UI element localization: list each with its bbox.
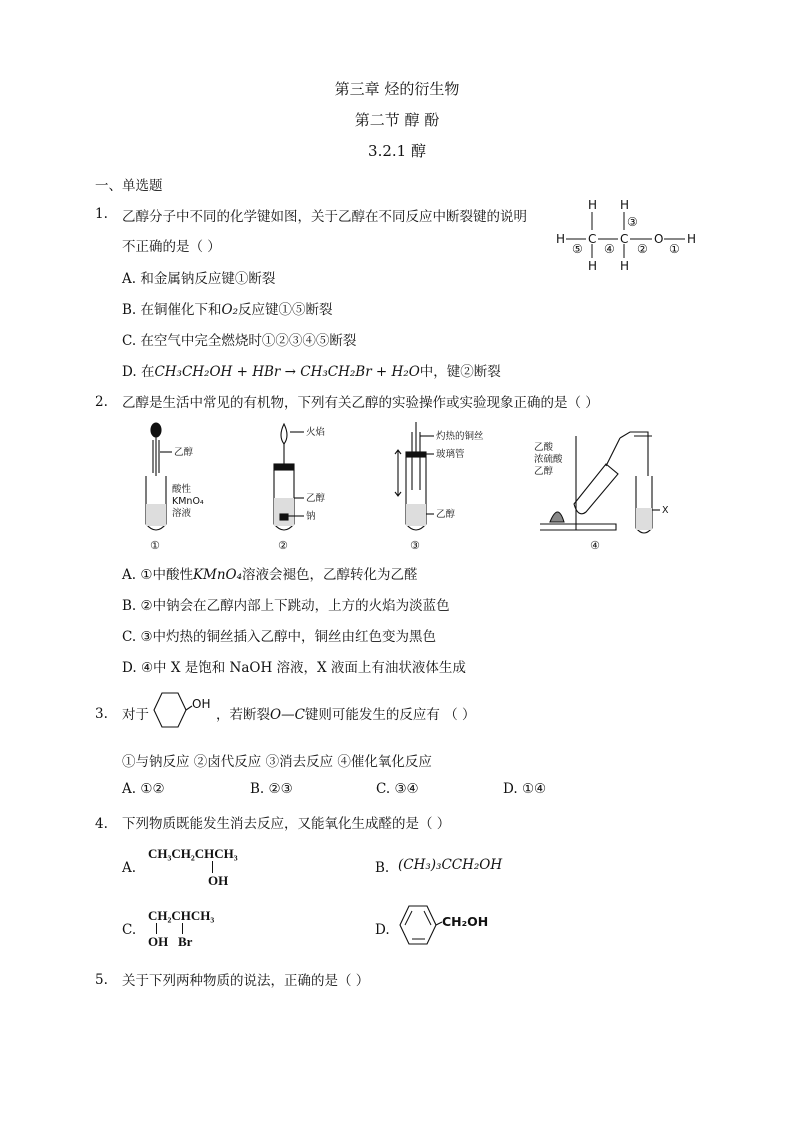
option-text: 和金属钠反应键①断裂 (140, 271, 276, 287)
option-label: D. (122, 660, 137, 676)
option-a (122, 267, 275, 287)
stem-text: ，若断裂 (216, 707, 270, 723)
ethanol-bond-structure (552, 196, 702, 274)
option-label: B. (122, 302, 137, 318)
figure-label: KMnO₄ (172, 496, 204, 507)
option-text: ①② (140, 781, 165, 797)
figure-label: 火焰 (306, 427, 326, 438)
option-label: D. (375, 922, 390, 938)
figure-label: 乙醇 (306, 493, 326, 504)
figure-label: 乙醇 (534, 466, 554, 477)
option-text: 反应键①⑤断裂 (238, 302, 333, 318)
option-label: D. (122, 364, 137, 380)
atom-o: O (654, 232, 664, 246)
figure-label: 玻璃管 (436, 449, 465, 460)
option-d (503, 781, 546, 797)
figure-caption: ④ (590, 539, 600, 552)
option-label: A. (122, 271, 137, 287)
option-text: 在空气中完全燃烧时①②③④⑤断裂 (140, 333, 357, 349)
stem-text: 键则可能发生的反应有 （ ） (304, 707, 476, 723)
structure-c-line1: CH₂CHCH₃ (148, 908, 215, 923)
option-d (122, 360, 501, 380)
option-label: C. (122, 922, 137, 938)
figure-label: 钠 (306, 511, 316, 522)
bond-label: ⑤ (572, 242, 583, 256)
option-b (122, 594, 450, 614)
question-stem: 乙醇是生活中常见的有机物，下列有关乙醇的实验操作或实验现象正确的是（ ） (122, 395, 599, 411)
option-text: ①中酸性 (140, 567, 193, 583)
atom-h: H (620, 198, 630, 212)
formula: KMnO₄ (192, 567, 243, 583)
chapter-title: 第三章 烃的衍生物 (334, 80, 460, 98)
question-number: 5. (95, 972, 108, 988)
atom-h: H (588, 198, 598, 212)
section-title: 第二节 醇 酚 (354, 111, 440, 129)
option-text: 中，键②断裂 (419, 364, 501, 380)
atom-h: H (556, 232, 566, 246)
question-stem: 关于下列两种物质的说法，正确的是（ ） (122, 973, 370, 989)
option-b (375, 860, 389, 876)
hydroxyl-label: OH (192, 697, 211, 711)
option-text: 溶液会褪色，乙醇转化为乙醛 (242, 567, 418, 583)
figure-label: 乙醇 (174, 447, 194, 458)
figure-label: 酸性 (172, 484, 192, 495)
atom-c: C (620, 232, 629, 246)
option-label: D. (503, 781, 518, 797)
option-text: ①④ (521, 781, 547, 797)
figure-caption: ③ (410, 539, 420, 552)
option-d (122, 656, 466, 676)
formula: O₂ (221, 302, 238, 318)
option-b (122, 298, 333, 318)
figure-caption: ① (150, 539, 160, 552)
group-label: CH₂OH (442, 914, 489, 929)
experiment-figure (120, 418, 680, 554)
option-a (122, 563, 418, 583)
structure-c-br: Br (178, 934, 193, 949)
question-number: 3. (95, 706, 108, 722)
option-a (122, 781, 165, 797)
option-label: C. (122, 629, 137, 645)
figure-caption: ② (278, 539, 288, 552)
option-text: ③中灼热的铜丝插入乙醇中，铜丝由红色变为黑色 (140, 629, 437, 645)
figure-label: 灼热的铜丝 (436, 431, 484, 442)
option-text: 在铜催化下和 (140, 302, 222, 318)
question-stem (216, 703, 476, 723)
part-title: 一、单选题 (95, 178, 163, 194)
atom-h: H (620, 259, 630, 273)
structure-c-oh: OH (148, 934, 169, 949)
bond-label: ③ (627, 215, 638, 229)
atom-h: H (588, 259, 598, 273)
option-text: ②③ (268, 781, 293, 797)
option-label: B. (250, 781, 265, 797)
question-number: 2. (95, 394, 108, 410)
cyclohexanol-ring (150, 690, 220, 734)
structure-b: (CH₃)₃CCH₂OH (398, 857, 503, 873)
reaction-list: ①与钠反应 ②卤代反应 ③消去反应 ④催化氧化反应 (122, 754, 432, 770)
option-c (122, 329, 356, 349)
option-text: ②中钠会在乙醇内部上下跳动，上方的火焰为淡蓝色 (140, 598, 450, 614)
bond-label: ① (669, 242, 680, 256)
figure-label: X (662, 505, 669, 516)
structure-a-line1: CH₃CH₂CHCH₃ (148, 846, 238, 861)
option-text: 在 (140, 364, 155, 380)
figure-label: 乙酸 (534, 442, 554, 453)
bond-label: ② (637, 242, 648, 256)
subsection-title: 3.2.1 醇 (368, 142, 426, 160)
figure-label: 溶液 (172, 508, 192, 519)
question-number: 4. (95, 816, 108, 832)
option-b (250, 781, 293, 797)
question-stem: 下列物质既能发生消去反应，又能氧化生成醛的是（ ） (122, 816, 451, 832)
option-label: B. (375, 860, 390, 876)
equation: CH₃CH₂OH + HBr → CH₃CH₂Br + H₂O (154, 364, 420, 380)
question-number: 1. (95, 206, 108, 222)
option-label: C. (376, 781, 391, 797)
question-stem: 对于 (122, 707, 149, 723)
question-stem: 不正确的是（ ） (122, 239, 221, 255)
option-text: ③④ (394, 781, 419, 797)
atom-h: H (687, 232, 697, 246)
bond-line (182, 923, 183, 934)
option-label: A. (122, 860, 137, 876)
option-label: B. (122, 598, 137, 614)
option-text: ④中 X 是饱和 NaOH 溶液，X 液面上有油状液体生成 (140, 660, 466, 676)
option-c (122, 625, 436, 645)
question-stem: 乙醇分子中不同的化学键如图，关于乙醇在不同反应中断裂键的说明 (122, 209, 527, 225)
atom-c: C (588, 232, 597, 246)
figure-label: 浓硫酸 (534, 454, 563, 465)
bond-label: ④ (604, 242, 615, 256)
figure-label: 乙醇 (436, 509, 456, 520)
bond-formula: O—C (270, 707, 305, 723)
benzyl-alcohol-structure (396, 903, 506, 949)
bond-line (212, 861, 213, 873)
bond-line (156, 923, 157, 934)
option-label: C. (122, 333, 137, 349)
structure-a-line2: OH (208, 873, 229, 888)
option-label: A. (122, 781, 137, 797)
option-label: A. (122, 567, 137, 583)
option-c (376, 781, 419, 797)
